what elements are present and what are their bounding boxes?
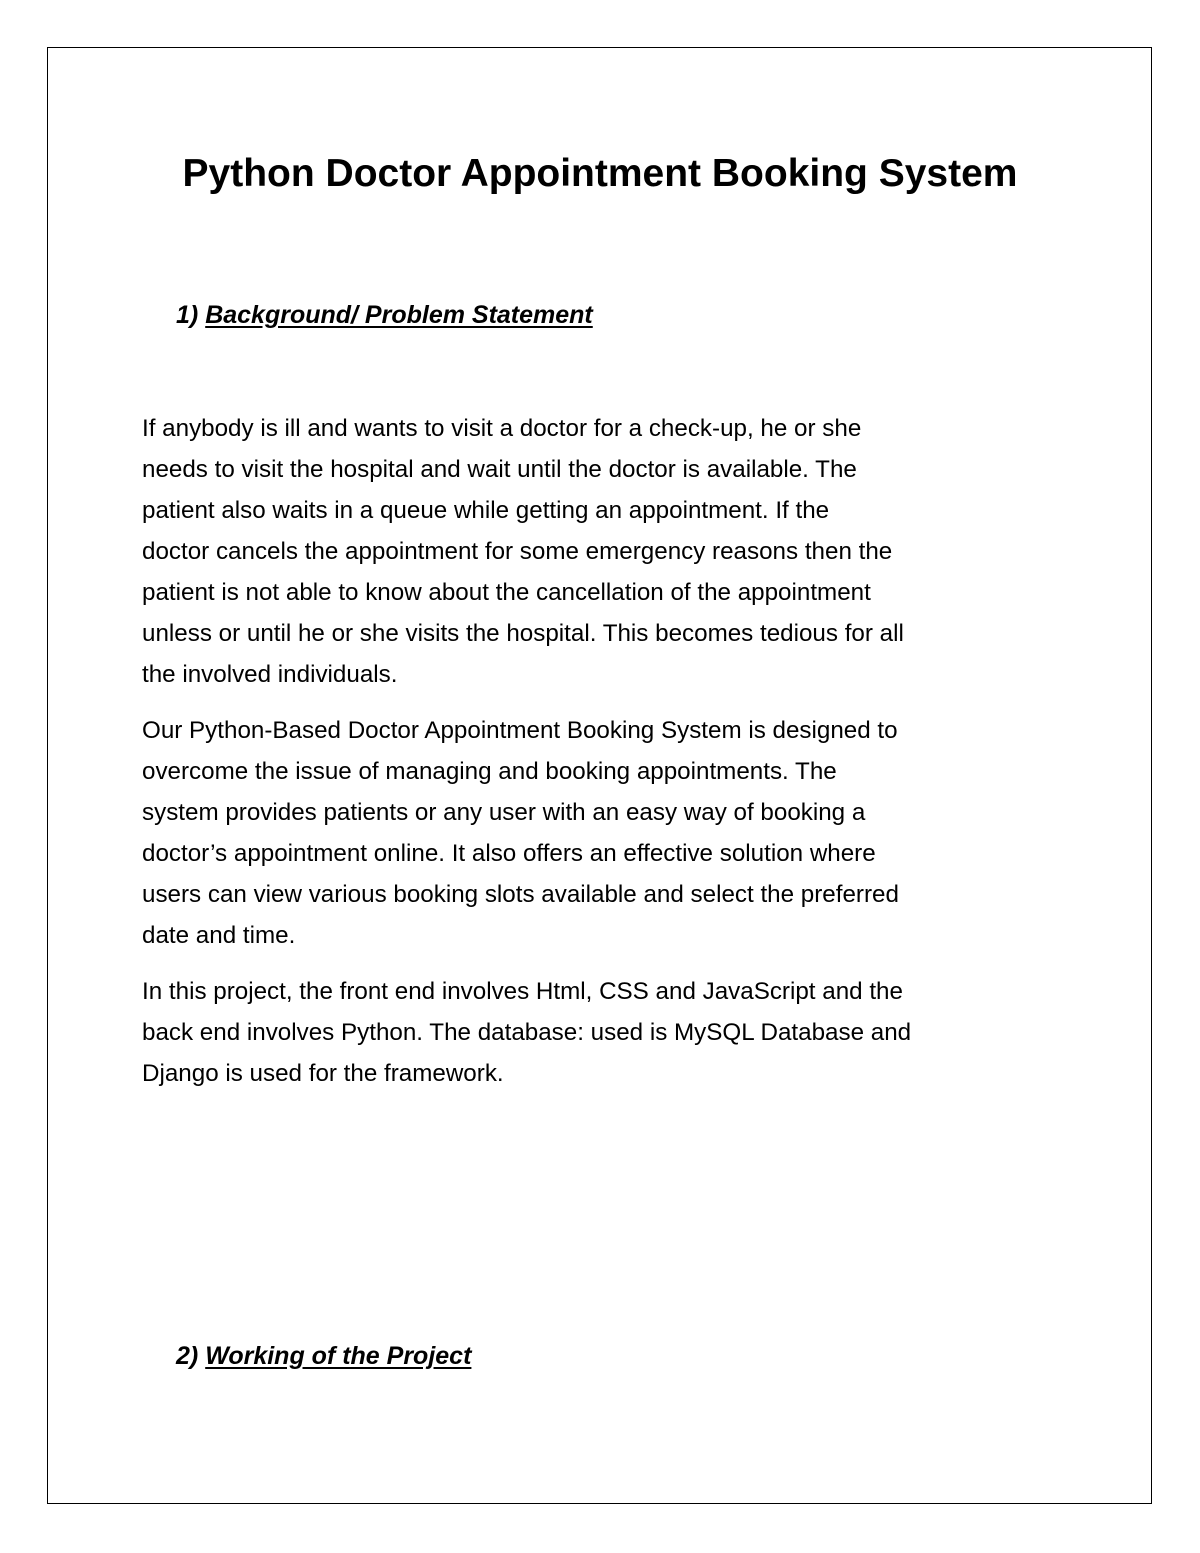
text-line: the involved individuals. xyxy=(142,661,398,688)
text-line: overcome the issue of managing and booking appointments. The xyxy=(142,758,837,785)
text-line: In this project, the front end involves Html, CSS and JavaScript and the xyxy=(142,978,903,1005)
section-number: 2) xyxy=(176,1342,199,1370)
document-title: Python Doctor Appointment Booking System xyxy=(182,152,1018,195)
section-number: 1) xyxy=(176,301,199,329)
paragraph-problem-statement xyxy=(142,408,1057,695)
text-line: If anybody is ill and wants to visit a doctor for a check-up, he or she xyxy=(142,415,862,442)
paragraph-system-description xyxy=(142,710,1057,956)
text-line: system provides patients or any user with an easy way of booking a xyxy=(142,799,866,826)
text-line: date and time. xyxy=(142,922,296,949)
text-line: patient also waits in a queue while getting an appointment. If the xyxy=(142,497,830,524)
paragraph-technology-stack xyxy=(142,971,1057,1094)
text-line: needs to visit the hospital and wait until the doctor is available. The xyxy=(142,456,857,483)
text-line: patient is not able to know about the cancellation of the appointment xyxy=(142,579,871,606)
section-title: Background/ Problem Statement xyxy=(205,301,593,329)
section-title: Working of the Project xyxy=(205,1342,472,1370)
text-line: Our Python-Based Doctor Appointment Booking System is designed to xyxy=(142,717,898,744)
text-line: doctor’s appointment online. It also offers an effective solution where xyxy=(142,840,876,867)
text-line: Django is used for the framework. xyxy=(142,1060,504,1087)
text-line: doctor cancels the appointment for some emergency reasons then the xyxy=(142,538,893,565)
text-line: back end involves Python. The database: used is MySQL Database and xyxy=(142,1019,912,1046)
text-line: unless or until he or she visits the hospital. This becomes tedious for all xyxy=(142,620,904,647)
text-line: users can view various booking slots available and select the preferred xyxy=(142,881,899,908)
section-heading-working xyxy=(176,1339,471,1373)
section-heading-background xyxy=(176,298,593,332)
